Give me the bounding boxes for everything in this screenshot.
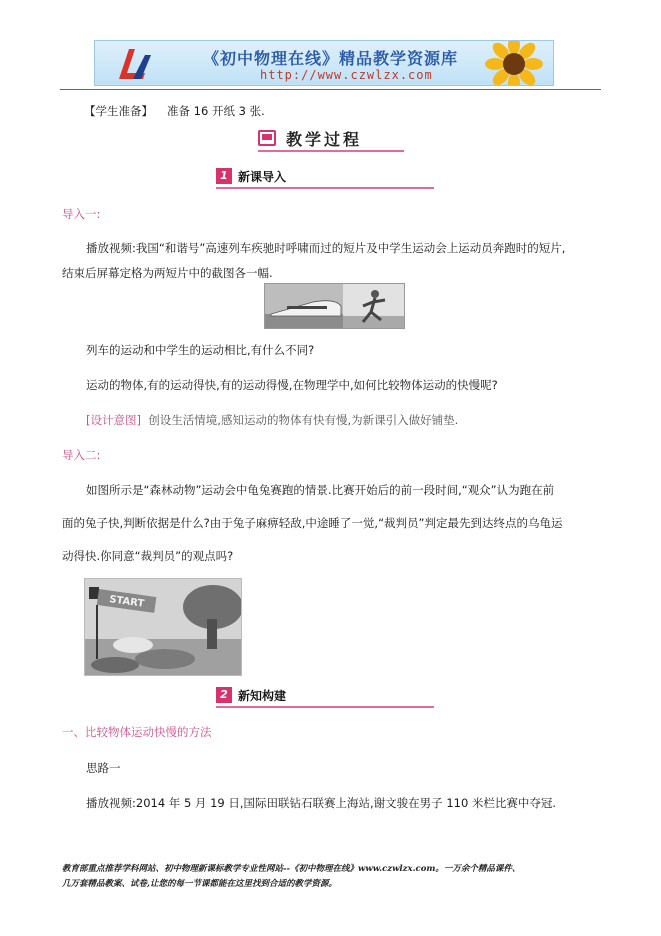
process-underline [258,150,404,152]
design-intent [86,412,458,428]
intro2-paragraph-line2: 面的兔子快,判断依据是什么?由于兔子麻痹轻敌,中途睡了一觉,“裁判员”判定最先到达终点的乌龟运 [62,516,563,530]
train-runner-image [265,284,405,329]
banner-title: 《初中物理在线》精品教学资源库 [203,49,459,68]
prep-text: 准备 16 开纸 3 张. [167,104,265,118]
intro1-heading: 导入一: [62,207,101,221]
section-number-badge: 2 [216,687,232,703]
footer-line1: 教育部重点推荐学科网站、初中物理新课标教学专业性网站--《初中物理在线》www.czwlzx.com。一万余个精品课件、 [62,864,521,874]
idea-one-label: 思路一 [86,761,121,775]
section-underline [216,706,434,708]
intro2-heading: 导入二: [62,448,101,462]
student-prep [84,103,265,119]
section-title: 新知构建 [238,689,287,703]
intro2-paragraph-line1: 如图所示是“森林动物”运动会中龟兔赛跑的情景.比赛开始后的前一段时间,“观众”认为跑在前 [86,483,555,497]
process-heading [258,126,404,152]
section-title: 新课导入 [238,170,287,184]
intro1-question1: 列车的运动和中学生的运动相比,有什么不同? [86,343,315,357]
sunflower-icon [483,40,545,86]
section-heading-new-lesson [216,167,434,187]
start-sign-text: START [108,594,145,610]
banner-url[interactable]: http://www.czwlzx.com [260,68,433,82]
intro1-paragraph-line2: 结束后屏幕定格为两短片中的截图各一幅. [62,266,273,280]
monitor-icon [258,130,276,146]
header-banner [94,40,554,86]
header-divider [60,89,601,90]
section-number-badge: 1 [216,168,232,184]
tortoise-hare-race-illustration [84,578,242,676]
section-heading-new-knowledge [216,686,434,706]
intro1-paragraph-line1: 播放视频:我国“和谐号”高速列车疾驰时呼啸而过的短片及中学生运动会上运动员奔跑时的短片, [86,241,566,255]
part1-heading: 一、比较物体运动快慢的方法 [62,725,212,739]
race-scene-image [85,579,242,676]
footer-line2: 几万套精品教案、试卷,让您的每一节课都能在这里找到合适的教学资源。 [62,879,337,889]
intro1-question2: 运动的物体,有的运动得快,有的运动得慢,在物理学中,如何比较物体运动的快慢呢? [86,378,498,392]
site-logo-icon [115,45,155,83]
train-runner-photos [264,283,405,329]
design-intent-text: 创设生活情境,感知运动的物体有快有慢,为新课引入做好铺垫. [148,413,459,427]
section-underline [216,187,434,189]
intro2-paragraph-line3: 动得快.你同意“裁判员”的观点吗? [62,549,234,563]
process-title: 教学过程 [286,130,363,149]
design-intent-label: [设计意图] [86,413,141,427]
prep-label: 【学生准备】 [84,104,153,118]
page-footer [62,862,622,892]
part1-video-text: 播放视频:2014 年 5 月 19 日,国际田联钻石联赛上海站,谢文骏在男子 110 米栏比赛中夺冠. [86,796,557,810]
